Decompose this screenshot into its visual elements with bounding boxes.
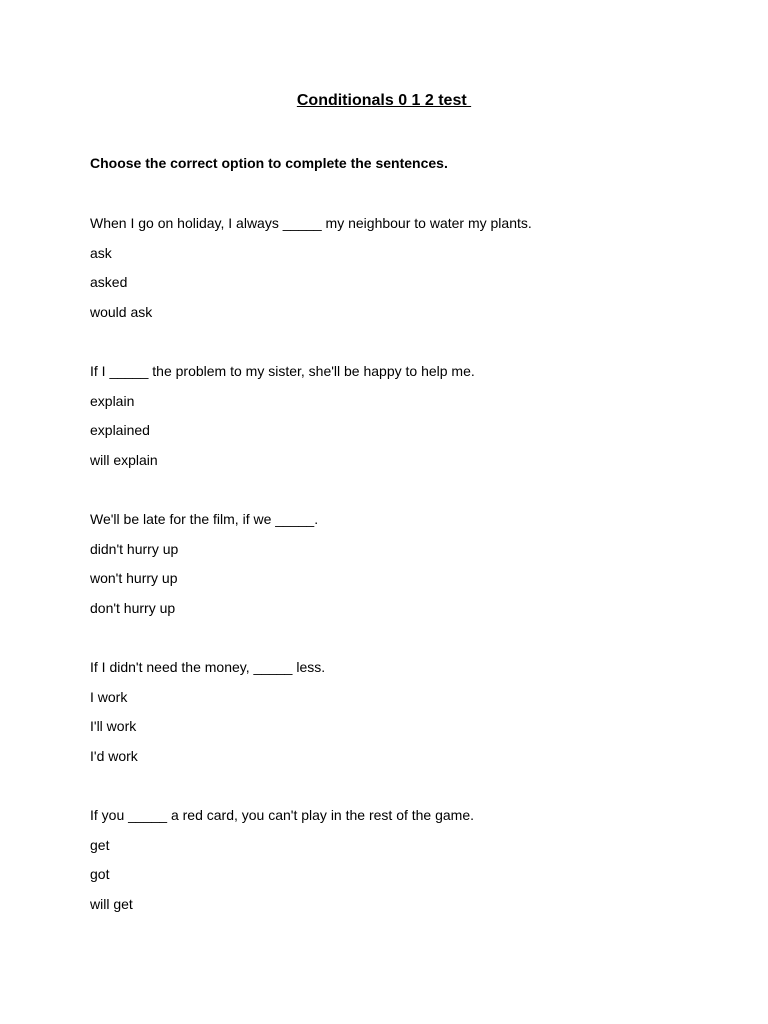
answer-option: I work bbox=[90, 688, 128, 705]
answer-option: won't hurry up bbox=[90, 570, 178, 586]
answer-option: asked bbox=[90, 274, 128, 290]
question-3 bbox=[90, 510, 710, 617]
answer-option: don't hurry up bbox=[90, 599, 176, 616]
answer-option: explain bbox=[90, 392, 135, 409]
question-text: If I didn't need the money, _____ less. bbox=[90, 659, 326, 675]
answer-option: would ask bbox=[90, 303, 153, 320]
answer-option: I'll work bbox=[90, 718, 137, 734]
answer-option: didn't hurry up bbox=[90, 540, 179, 557]
question-1 bbox=[90, 214, 710, 321]
question-4 bbox=[90, 658, 710, 765]
question-5 bbox=[90, 806, 710, 913]
answer-option: explained bbox=[90, 422, 150, 438]
answer-option: I'd work bbox=[90, 747, 138, 764]
answer-option: ask bbox=[90, 244, 112, 261]
question-text: If you _____ a red card, you can't play in the rest of the game. bbox=[90, 807, 475, 823]
question-text: We'll be late for the film, if we _____. bbox=[90, 511, 319, 527]
answer-option: will explain bbox=[90, 451, 158, 468]
question-text: If I _____ the problem to my sister, she'll be happy to help me. bbox=[90, 363, 475, 379]
page-title: Conditionals 0 1 2 test bbox=[296, 92, 472, 109]
instruction-text: Choose the correct option to complete the sentences. bbox=[90, 155, 448, 171]
answer-option: get bbox=[90, 836, 110, 853]
answer-option: will get bbox=[90, 895, 133, 912]
answer-option: got bbox=[90, 866, 110, 882]
question-2 bbox=[90, 362, 710, 469]
question-text: When I go on holiday, I always _____ my neighbour to water my plants. bbox=[90, 215, 532, 231]
